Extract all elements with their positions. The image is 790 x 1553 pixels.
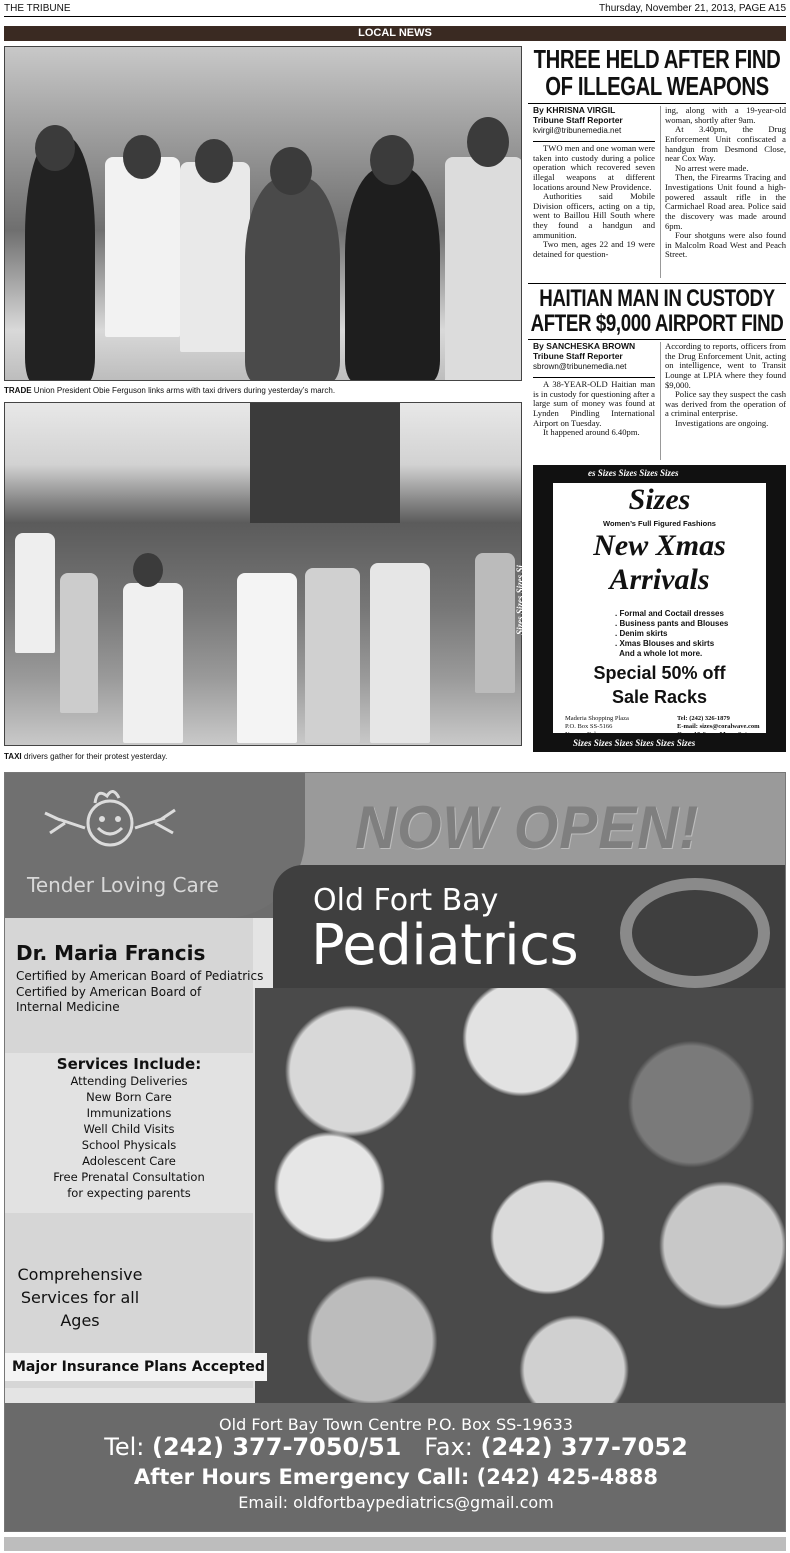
- certification-line: Certified by American Board of Pediatrics: [16, 969, 264, 983]
- sizes-brand: Sizes: [628, 483, 691, 516]
- email-line: Email: oldfortbaypediatrics@gmail.com: [238, 1493, 554, 1512]
- article-paragraph: ing, along with a 19-year-old woman, shortly after 9am.: [665, 105, 786, 125]
- page-footer-strip: [4, 1537, 786, 1551]
- children-photo: [255, 988, 786, 1403]
- paper-name: THE TRIBUNE: [4, 3, 71, 14]
- story2-byline: By SANCHESKA BROWN Tribune Staff Reporter sbrown@tribunemedia.net: [533, 341, 636, 371]
- service-item: Attending Deliveries: [70, 1074, 188, 1088]
- services-box: [5, 1053, 253, 1213]
- sizes-title-line1: New Xmas: [593, 529, 726, 562]
- emergency-line: After Hours Emergency Call: (242) 425-4888: [134, 1465, 658, 1489]
- sizes-address-line: Maderia Shopping Plaza: [565, 715, 629, 722]
- certification-line: Internal Medicine: [16, 1000, 120, 1015]
- sizes-contact-line: Open 10-6pm Mon - Sat: [677, 730, 748, 738]
- article-paragraph: A 38-YEAR-OLD Haitian man is in custody for questioning after a large sum of money was found at Lynden Pindling International Airport on Tuesday.: [533, 379, 655, 428]
- comprehensive-line: Comprehensive: [17, 1265, 143, 1284]
- sizes-address-line: Nassau, Bahamas: [565, 730, 611, 738]
- stethoscope-icon: [620, 878, 770, 988]
- sizes-border-top: es Sizes Sizes Sizes Sizes: [588, 468, 679, 478]
- column-divider: [660, 342, 661, 460]
- sizes-list-item: . Formal and Coctail dresses: [615, 609, 724, 618]
- tender-loving-care-logo: Tender Loving Care: [27, 873, 219, 897]
- story1-rule: [528, 103, 786, 104]
- story1-byline-rule: [533, 141, 655, 142]
- sizes-contact: [677, 715, 760, 738]
- article-paragraph: Police say they suspect the cash was derived from the operation of a criminal enterprise.: [665, 389, 786, 419]
- story2-headline: HAITIAN MAN IN CUSTODY AFTER $9,000 AIRPORT FIND: [530, 285, 784, 338]
- service-item: New Born Care: [86, 1090, 172, 1104]
- certification-line: Certified by American Board of: [16, 984, 202, 999]
- article-paragraph: Two men, ages 22 and 19 were detained for question-: [533, 239, 655, 259]
- doctor-certifications: [16, 969, 263, 1016]
- protest-photo-caption: TAXI drivers gather for their protest yesterday.: [4, 752, 168, 761]
- now-open-banner: NOW OPEN!: [355, 794, 700, 861]
- article-paragraph: No arrest were made.: [675, 162, 749, 173]
- phone-fax-line: Tel: (242) 377-7050/51 Fax: (242) 377-7052: [104, 1433, 688, 1461]
- service-item: Free Prenatal Consultation: [53, 1170, 205, 1184]
- pediatrics-advertisement: [4, 772, 786, 1532]
- story1-column-1: [533, 144, 655, 260]
- protest-photo: [4, 402, 522, 746]
- story2-column-1: [533, 380, 655, 438]
- story2-column-2: [665, 342, 786, 429]
- section-label: LOCAL NEWS: [4, 26, 786, 41]
- story2-rule: [528, 339, 786, 340]
- service-item: for expecting parents: [67, 1186, 191, 1200]
- insurance-banner: Major Insurance Plans Accepted: [5, 1353, 267, 1381]
- masthead: [4, 3, 786, 17]
- story2-byline-rule: [533, 377, 655, 378]
- comprehensive-line: Services for all: [20, 1288, 140, 1307]
- sizes-contact-line: Tel: (242) 326-1879: [677, 715, 730, 722]
- article-paragraph: Then, the Firearms Tracing and Investigations Unit found a high-powered assault rifle in the Carmichael Road area. Police said the discovery was made around 6pm.: [665, 172, 786, 231]
- sizes-address: [565, 715, 629, 738]
- march-photo: [4, 46, 522, 381]
- sizes-address-line: P.O. Box SS-5166: [565, 722, 613, 730]
- services-title: Services Include:: [56, 1055, 202, 1073]
- service-item: Well Child Visits: [83, 1122, 175, 1136]
- sizes-border-left: Sizes Sizes Sizes Si: [514, 565, 525, 635]
- sizes-list-item: . Xmas Blouses and skirts: [615, 639, 715, 648]
- sizes-advertisement: [514, 465, 786, 752]
- services-list: [5, 1073, 253, 1201]
- sizes-contact-line: E-mail: sizes@coralwave.com: [677, 722, 760, 730]
- service-item: Adolescent Care: [82, 1154, 176, 1168]
- smiley-logo-icon: [35, 788, 185, 868]
- comprehensive-line: Ages: [60, 1311, 100, 1330]
- story1-byline: By KHRISNA VIRGIL Tribune Staff Reporter kvirgil@tribunemedia.net: [533, 105, 623, 135]
- practice-address: Old Fort Bay Town Centre P.O. Box SS-19633: [219, 1415, 573, 1434]
- practice-name-line2: Pediatrics: [311, 913, 579, 978]
- march-photo-caption: TRADE Union President Obie Ferguson links arms with taxi drivers during yesterday’s march.: [4, 386, 336, 395]
- comprehensive-services-text: [5, 1263, 155, 1332]
- article-paragraph: Four shotguns were also found in Malcolm Road West and Peach Street.: [665, 230, 786, 260]
- service-item: Immunizations: [86, 1106, 172, 1120]
- dateline: Thursday, November 21, 2013, PAGE A15: [599, 3, 786, 14]
- sizes-special-line1: Special 50% off: [593, 663, 726, 683]
- sizes-tagline: Women’s Full Figured Fashions: [603, 519, 716, 528]
- story2-top-rule: [528, 283, 786, 284]
- article-paragraph: According to reports, officers from the Drug Enforcement Unit, acting on intelligence, went to Transit Lounge at LPIA where they found $9,000.: [665, 341, 786, 390]
- sizes-special-line2: Sale Racks: [611, 687, 708, 707]
- article-paragraph: At 3.40pm, the Drug Enforcement Unit confiscated a handgun from Desmond Close, near Cox Way.: [665, 124, 786, 164]
- story1-column-2: [665, 106, 786, 260]
- story1-headline: THREE HELD AFTER FIND OF ILLEGAL WEAPONS: [533, 44, 781, 102]
- sizes-ad-body: [553, 483, 766, 738]
- sizes-item-list: [615, 609, 728, 659]
- sizes-list-item: . Business pants and Blouses: [615, 619, 729, 628]
- sizes-border-bottom: Sizes Sizes Sizes Sizes Sizes Sizes: [573, 738, 696, 748]
- doctor-name: Dr. Maria Francis: [16, 941, 206, 965]
- sizes-list-item: . Denim skirts: [615, 629, 668, 638]
- article-paragraph: Investigations are ongoing.: [675, 418, 769, 428]
- article-paragraph: It happened around 6.40pm.: [543, 427, 640, 438]
- sizes-title-line2: Arrivals: [609, 563, 710, 596]
- service-item: School Physicals: [81, 1138, 177, 1152]
- practice-name-line1: Old Fort Bay: [313, 883, 499, 918]
- article-paragraph: Authorities said Mobile Division officers, acting on a tip, went to Baillou Hill South where they found a handgun and ammunition.: [533, 191, 655, 240]
- article-paragraph: TWO men and one woman were taken into custody during a police operation which recovered seven illegal weapons at different locations around New Providence.: [533, 143, 655, 192]
- sizes-list-item: And a whole lot more.: [615, 649, 703, 658]
- column-divider: [660, 106, 661, 278]
